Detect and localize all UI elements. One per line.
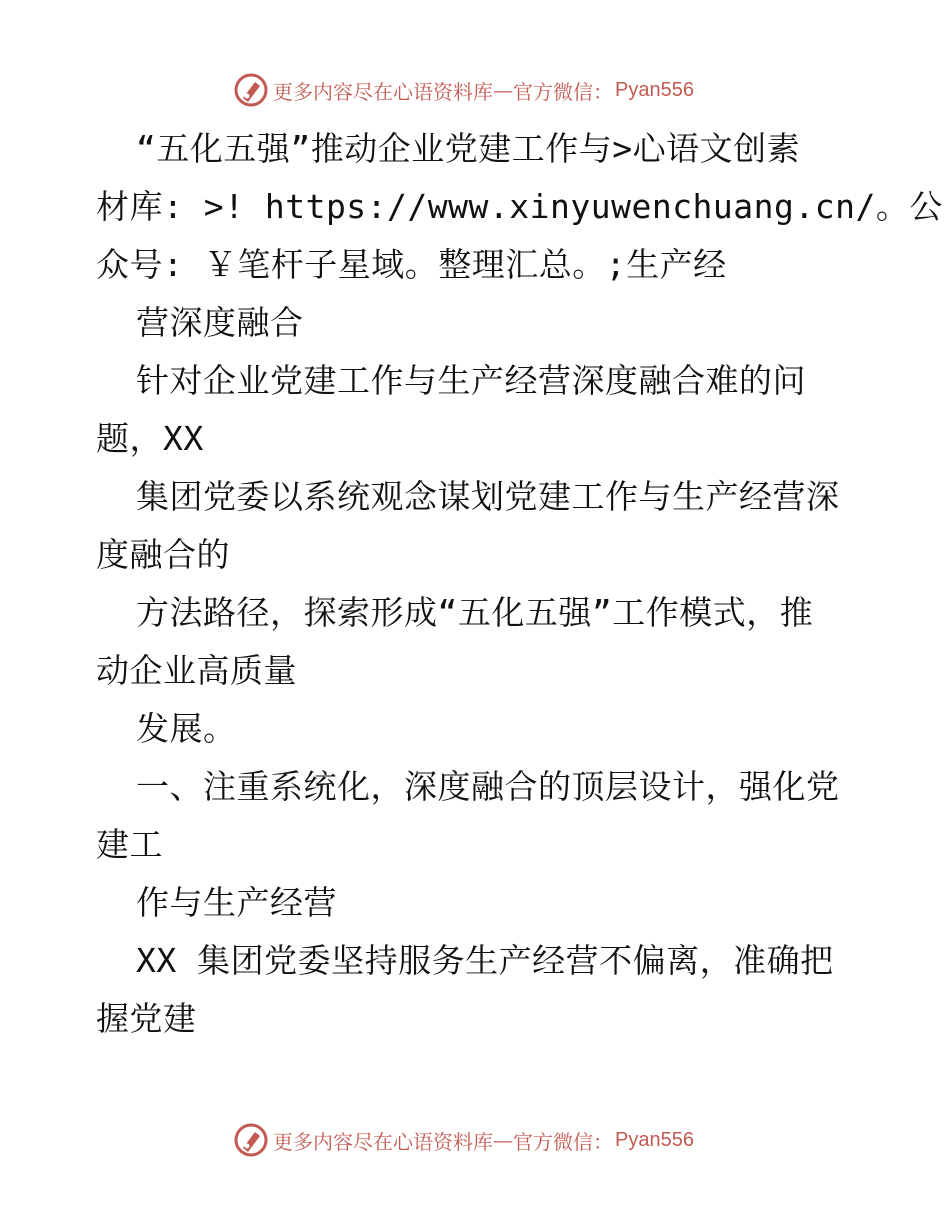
text-line: 握党建 xyxy=(96,999,197,1038)
text-line: 作与生产经营 xyxy=(136,883,337,922)
text-line: 针对企业党建工作与生产经营深度融合难的问 xyxy=(136,361,806,400)
watermark-channel: 官方微信： xyxy=(513,79,613,104)
header-watermark xyxy=(233,70,753,110)
watermark-dash: — xyxy=(493,1128,513,1152)
watermark-brand: 更多内容尽在心语资料库 xyxy=(273,79,493,104)
watermark-wechat-id: Pyan556 xyxy=(615,78,694,101)
text-line: 一、注重系统化，深度融合的顶层设计，强化党 xyxy=(136,767,840,806)
text-line: XX 集团党委坚持服务生产经营不偏离，准确把 xyxy=(136,941,834,980)
watermark-dash: — xyxy=(493,78,513,102)
text-line: 度融合的 xyxy=(96,535,230,574)
footer-watermark xyxy=(233,1120,753,1160)
watermark-brand: 更多内容尽在心语资料库 xyxy=(273,1129,493,1154)
text-line: 题，XX xyxy=(96,419,204,458)
text-line: 材库: >! https://www.xinyuwenchuang.cn/。公 xyxy=(96,187,943,226)
text-line: 动企业高质量 xyxy=(96,651,297,690)
pen-logo-icon xyxy=(233,72,269,108)
watermark-wechat-id: Pyan556 xyxy=(615,1128,694,1151)
text-line: “五化五强”推动企业党建工作与>心语文创素 xyxy=(136,129,801,168)
text-line: 营深度融合 xyxy=(136,303,304,342)
text-line: 方法路径，探索形成“五化五强”工作模式，推 xyxy=(136,593,814,632)
watermark-channel: 官方微信： xyxy=(513,1129,613,1154)
text-line: 发展。 xyxy=(136,709,237,748)
text-line: 建工 xyxy=(96,825,163,864)
pen-logo-icon xyxy=(233,1122,269,1158)
text-line: 众号: ￥笔杆子星域。整理汇总。;生产经 xyxy=(96,245,727,284)
document-body xyxy=(96,120,943,1048)
text-line: 集团党委以系统观念谋划党建工作与生产经营深 xyxy=(136,477,840,516)
